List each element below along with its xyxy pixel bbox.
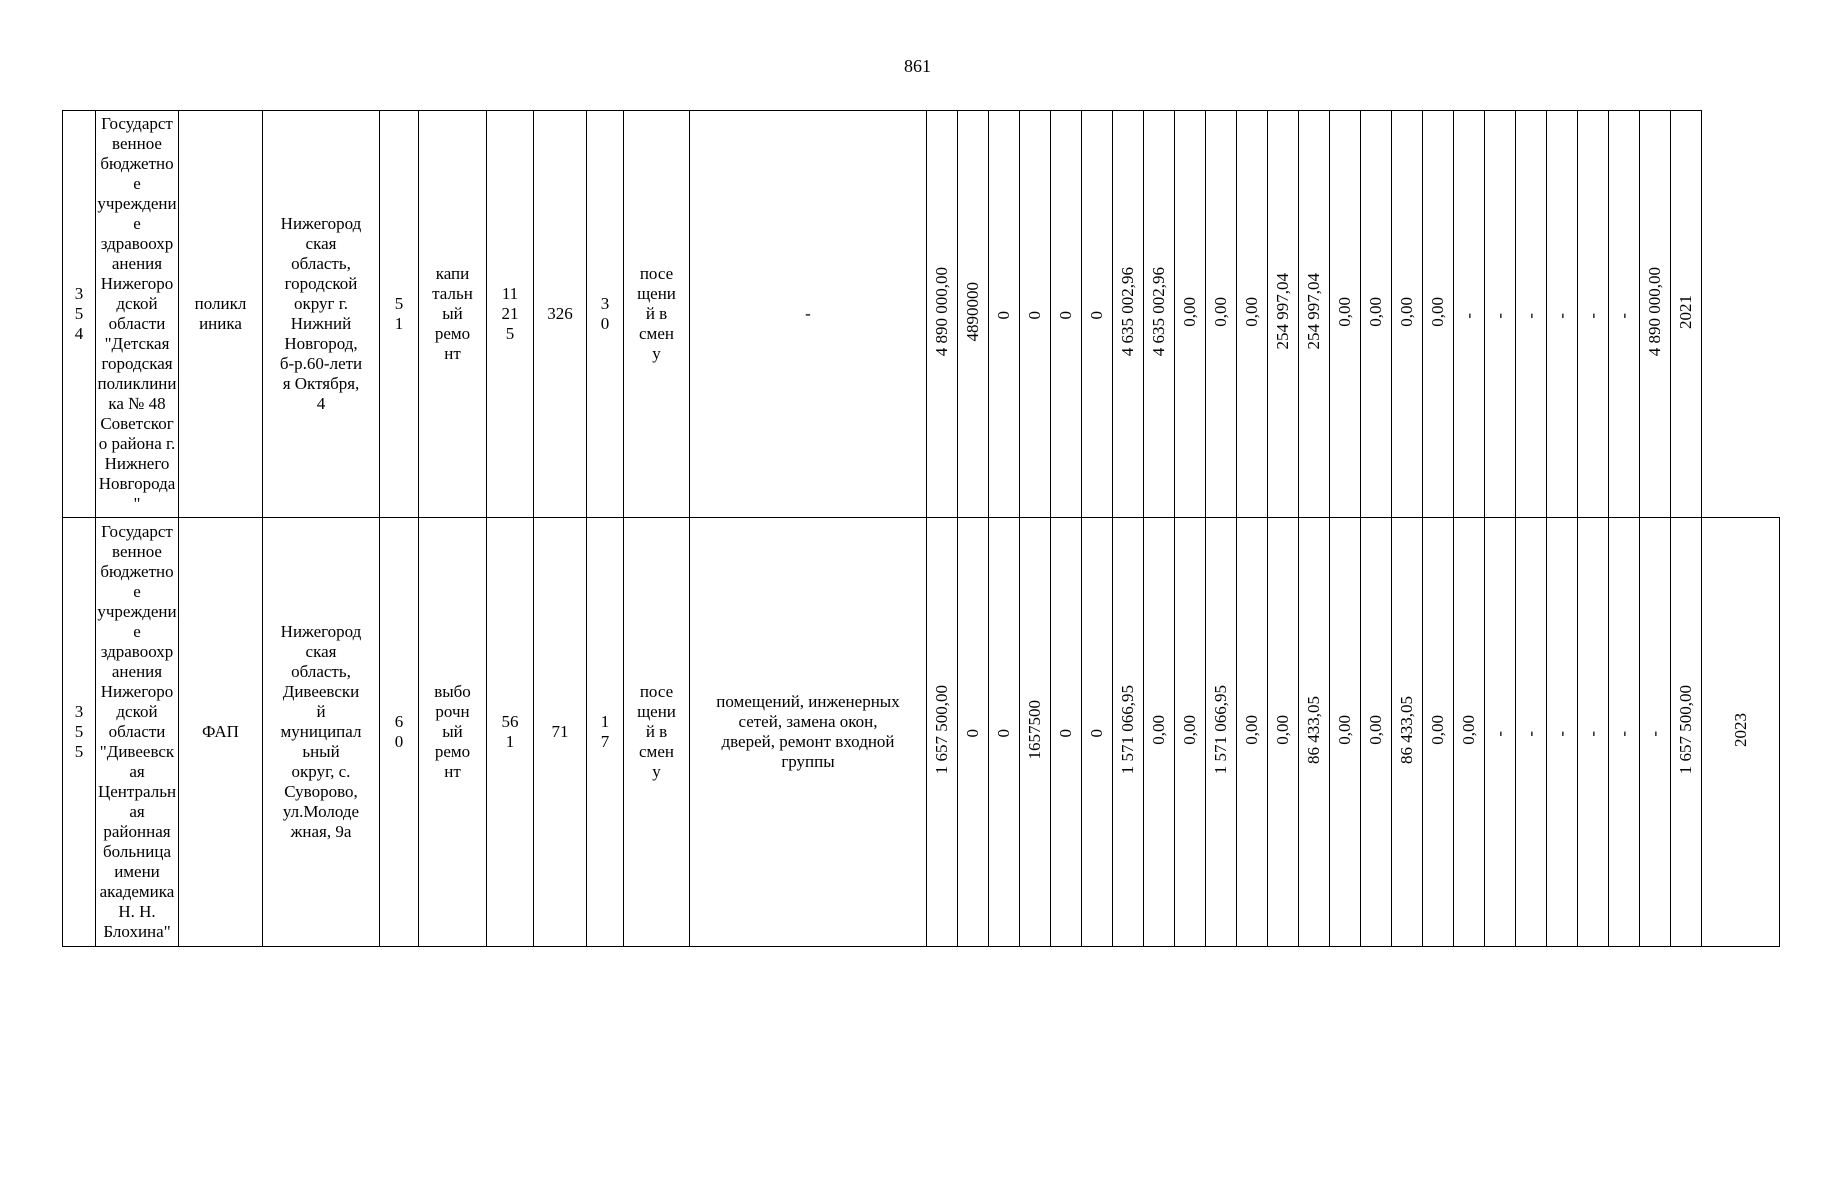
registry-table	[62, 110, 1780, 947]
amount-value: 86 433,05	[1397, 695, 1416, 764]
amount-cell	[1113, 111, 1144, 518]
amount-cell	[1578, 111, 1609, 518]
capacity-unit-cell: посе щени й в смен у	[624, 518, 690, 947]
amount-cell	[1516, 518, 1547, 947]
work-type-cell: капи тальн ый ремо нт	[419, 111, 487, 518]
table-row	[63, 518, 1780, 947]
amount-cell	[1237, 518, 1268, 947]
amount-cell	[1330, 518, 1361, 947]
amount-cell	[927, 518, 958, 947]
capacity-unit-cell: посе щени й в смен у	[624, 111, 690, 518]
amount-value: -	[1645, 731, 1664, 737]
amount-value: 0,00	[1335, 296, 1354, 327]
column-9-cell: 1 7	[587, 518, 624, 947]
work-description-cell: -	[690, 111, 927, 518]
amount-value: 4 635 002,96	[1149, 266, 1168, 357]
amount-cell	[1113, 518, 1144, 947]
amount-value: 0	[994, 728, 1013, 737]
table-row	[63, 111, 1780, 518]
amount-cell	[1516, 111, 1547, 518]
amount-value: 0,00	[1428, 714, 1447, 745]
amount-cell	[958, 518, 989, 947]
amount-value: 0,00	[1397, 296, 1416, 327]
amount-cell	[1454, 111, 1485, 518]
facility-type-cell: ФАП	[179, 518, 263, 947]
amount-value: 0,00	[1273, 714, 1292, 745]
amount-value: 4890000	[963, 281, 982, 342]
amount-value: 0,00	[1180, 714, 1199, 745]
amount-value: 1 657 500,00	[1676, 684, 1695, 775]
amount-value: 1 571 066,95	[1211, 684, 1230, 775]
amount-cell	[1485, 111, 1516, 518]
amount-value: 0	[1056, 728, 1075, 737]
amount-cell	[1020, 518, 1051, 947]
row-number-cell: 3 5 4	[63, 111, 96, 518]
amount-value: 0	[994, 310, 1013, 319]
amount-value: -	[1521, 731, 1540, 737]
column-5-cell: 5 1	[380, 111, 419, 518]
amount-value: 0,00	[1149, 714, 1168, 745]
amount-cell	[1206, 518, 1237, 947]
amount-cell	[1082, 518, 1113, 947]
amount-value: 0,00	[1366, 714, 1385, 745]
amount-cell	[1361, 518, 1392, 947]
amount-value: 254 997,04	[1273, 273, 1292, 350]
amount-cell	[1051, 111, 1082, 518]
amount-cell	[1640, 111, 1671, 518]
amount-cell	[1206, 111, 1237, 518]
column-7-cell: 56 1	[487, 518, 534, 947]
address-cell: Нижегород ская область, городской округ г. Нижний Новгород, б-р.60-лети я Октября, 4	[263, 111, 380, 518]
amount-cell	[927, 111, 958, 518]
amount-cell	[1578, 518, 1609, 947]
amount-cell	[1671, 518, 1702, 947]
amount-cell	[1454, 518, 1485, 947]
amount-value: 0,00	[1242, 296, 1261, 327]
amount-value: 0,00	[1180, 296, 1199, 327]
amount-value: 2023	[1730, 712, 1750, 747]
amount-value: 4 635 002,96	[1118, 266, 1137, 357]
amount-value: 4 890 000,00	[932, 266, 951, 357]
amount-value: 0	[1056, 310, 1075, 319]
amount-value: -	[1552, 731, 1571, 737]
amount-value: 0	[1087, 728, 1106, 737]
amount-cell	[1175, 111, 1206, 518]
amount-cell	[1051, 518, 1082, 947]
row-number-cell: 3 5 5	[63, 518, 96, 947]
amount-value: 1657500	[1025, 699, 1044, 760]
amount-cell	[1702, 518, 1780, 947]
amount-value: 0,00	[1242, 714, 1261, 745]
amount-value: -	[1490, 313, 1509, 319]
amount-value: -	[1521, 313, 1540, 319]
facility-type-cell: поликл иника	[179, 111, 263, 518]
amount-cell	[1020, 111, 1051, 518]
amount-value: 86 433,05	[1304, 695, 1323, 764]
column-5-cell: 6 0	[380, 518, 419, 947]
amount-value: 0,00	[1211, 296, 1230, 327]
amount-cell	[989, 518, 1020, 947]
column-8-cell: 326	[534, 111, 587, 518]
amount-cell	[1671, 111, 1702, 518]
amount-cell	[1237, 111, 1268, 518]
amount-cell	[958, 111, 989, 518]
amount-cell	[1144, 518, 1175, 947]
amount-cell	[1392, 111, 1423, 518]
amount-value: -	[1459, 313, 1478, 319]
amount-value: 1 657 500,00	[932, 684, 951, 775]
work-description-cell: помещений, инженерных сетей, замена окон, дверей, ремонт входной группы	[690, 518, 927, 947]
amount-cell	[1175, 518, 1206, 947]
amount-cell	[1330, 111, 1361, 518]
amount-cell	[1268, 518, 1299, 947]
amount-cell	[1423, 518, 1454, 947]
column-8-cell: 71	[534, 518, 587, 947]
amount-cell	[1609, 518, 1640, 947]
amount-value: 0	[1087, 310, 1106, 319]
amount-cell	[1144, 111, 1175, 518]
amount-cell	[1082, 111, 1113, 518]
amount-value: -	[1614, 313, 1633, 319]
address-cell: Нижегород ская область, Дивеевски й муниципал ьный округ, с. Суворово, ул.Молоде жная, 9а	[263, 518, 380, 947]
amount-value: 0,00	[1335, 714, 1354, 745]
amount-value: 254 997,04	[1304, 273, 1323, 350]
amount-value: -	[1583, 313, 1602, 319]
amount-value: 2021	[1676, 294, 1695, 329]
institution-cell: Государст венное бюджетно е учреждени е здравоохр анения Нижегоро дской области "Детская городская поликлини ка № 48 Советског о района г. Нижнего Новгорода "	[96, 111, 179, 518]
column-9-cell: 3 0	[587, 111, 624, 518]
amount-cell	[1547, 518, 1578, 947]
amount-cell	[1609, 111, 1640, 518]
amount-value: 1 571 066,95	[1118, 684, 1137, 775]
work-type-cell: выбо рочн ый ремо нт	[419, 518, 487, 947]
amount-cell	[1268, 111, 1299, 518]
amount-value: -	[1552, 313, 1571, 319]
amount-value: 4 890 000,00	[1645, 266, 1664, 357]
amount-cell	[1423, 111, 1454, 518]
amount-cell	[989, 111, 1020, 518]
amount-cell	[1299, 518, 1330, 947]
amount-cell	[1392, 518, 1423, 947]
amount-value: 0,00	[1366, 296, 1385, 327]
amount-cell	[1361, 111, 1392, 518]
page-number: 861	[904, 56, 931, 76]
amount-value: 0	[1025, 310, 1044, 319]
amount-value: 0,00	[1428, 296, 1447, 327]
amount-value: 0	[963, 728, 982, 737]
amount-cell	[1299, 111, 1330, 518]
amount-cell	[1485, 518, 1516, 947]
amount-value: -	[1490, 731, 1509, 737]
amount-value: -	[1614, 731, 1633, 737]
column-7-cell: 11 21 5	[487, 111, 534, 518]
amount-value: -	[1583, 731, 1602, 737]
amount-value: 0,00	[1459, 714, 1478, 745]
amount-cell	[1547, 111, 1578, 518]
institution-cell: Государст венное бюджетно е учреждени е здравоохр анения Нижегоро дской области "Дивеевск ая Центральн ая районная больница имени академика Н. Н. Блохина"	[96, 518, 179, 947]
amount-cell	[1640, 518, 1671, 947]
